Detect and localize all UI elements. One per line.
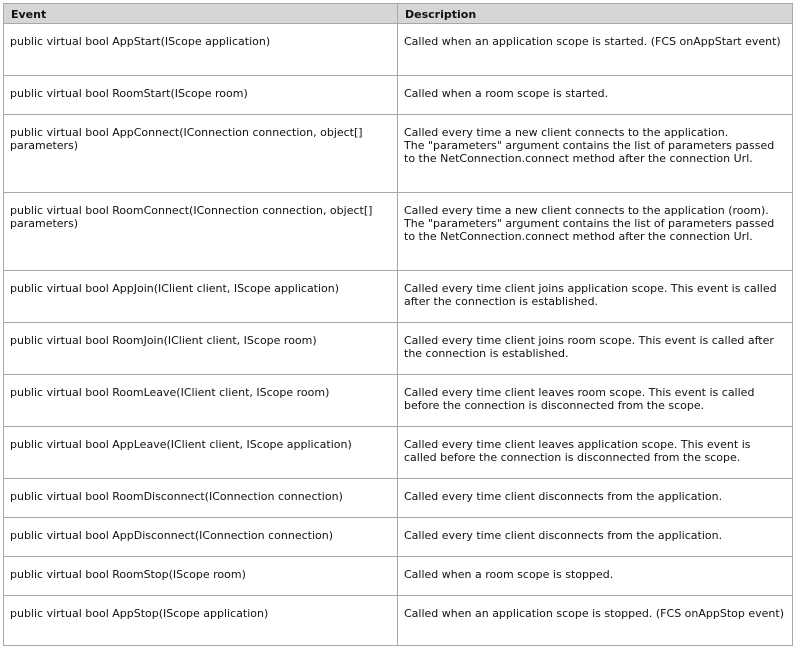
event-cell: public virtual bool RoomLeave(IClient client, IScope room) xyxy=(4,375,398,427)
event-cell: public virtual bool RoomStart(IScope room) xyxy=(4,76,398,115)
event-cell: public virtual bool RoomStop(IScope room) xyxy=(4,557,398,596)
description-cell: Called when an application scope is started. (FCS onAppStart event) xyxy=(398,24,793,76)
event-cell: public virtual bool AppStart(IScope application) xyxy=(4,24,398,76)
event-cell: public virtual bool AppJoin(IClient client, IScope application) xyxy=(4,271,398,323)
event-cell: public virtual bool RoomJoin(IClient client, IScope room) xyxy=(4,323,398,375)
event-cell: public virtual bool RoomDisconnect(IConnection connection) xyxy=(4,479,398,518)
table-row xyxy=(4,518,793,557)
description-cell: Called when an application scope is stopped. (FCS onAppStop event) xyxy=(398,596,793,646)
description-cell: Called every time a new client connects to the application (room). The "parameters" argument contains the list of parameters passed to the NetConnection.connect method after the connection Url. xyxy=(398,193,793,271)
description-cell: Called every time client joins room scope. This event is called after the connection is established. xyxy=(398,323,793,375)
table-row xyxy=(4,271,793,323)
description-cell: Called when a room scope is started. xyxy=(398,76,793,115)
table-row xyxy=(4,596,793,646)
table-row xyxy=(4,557,793,596)
table-row xyxy=(4,479,793,518)
table-row xyxy=(4,24,793,76)
event-cell: public virtual bool AppStop(IScope application) xyxy=(4,596,398,646)
description-cell: Called every time client leaves application scope. This event is called before the connection is disconnected from the scope. xyxy=(398,427,793,479)
header-row xyxy=(4,4,793,24)
description-cell: Called every time client leaves room scope. This event is called before the connection is disconnected from the scope. xyxy=(398,375,793,427)
header-event: Event xyxy=(4,4,398,24)
description-cell: Called when a room scope is stopped. xyxy=(398,557,793,596)
header-description: Description xyxy=(398,4,793,24)
event-cell: public virtual bool RoomConnect(IConnection connection, object[] parameters) xyxy=(4,193,398,271)
table-row xyxy=(4,375,793,427)
event-cell: public virtual bool AppDisconnect(IConnection connection) xyxy=(4,518,398,557)
table-row xyxy=(4,193,793,271)
events-table xyxy=(3,3,793,646)
description-cell: Called every time client disconnects from the application. xyxy=(398,518,793,557)
event-cell: public virtual bool AppConnect(IConnection connection, object[] parameters) xyxy=(4,115,398,193)
event-cell: public virtual bool AppLeave(IClient client, IScope application) xyxy=(4,427,398,479)
table-row xyxy=(4,115,793,193)
description-cell: Called every time client disconnects from the application. xyxy=(398,479,793,518)
description-cell: Called every time client joins application scope. This event is called after the connection is established. xyxy=(398,271,793,323)
table-row xyxy=(4,427,793,479)
table-row xyxy=(4,76,793,115)
table-row xyxy=(4,323,793,375)
description-cell: Called every time a new client connects to the application. The "parameters" argument contains the list of parameters passed to the NetConnection.connect method after the connection Url. xyxy=(398,115,793,193)
